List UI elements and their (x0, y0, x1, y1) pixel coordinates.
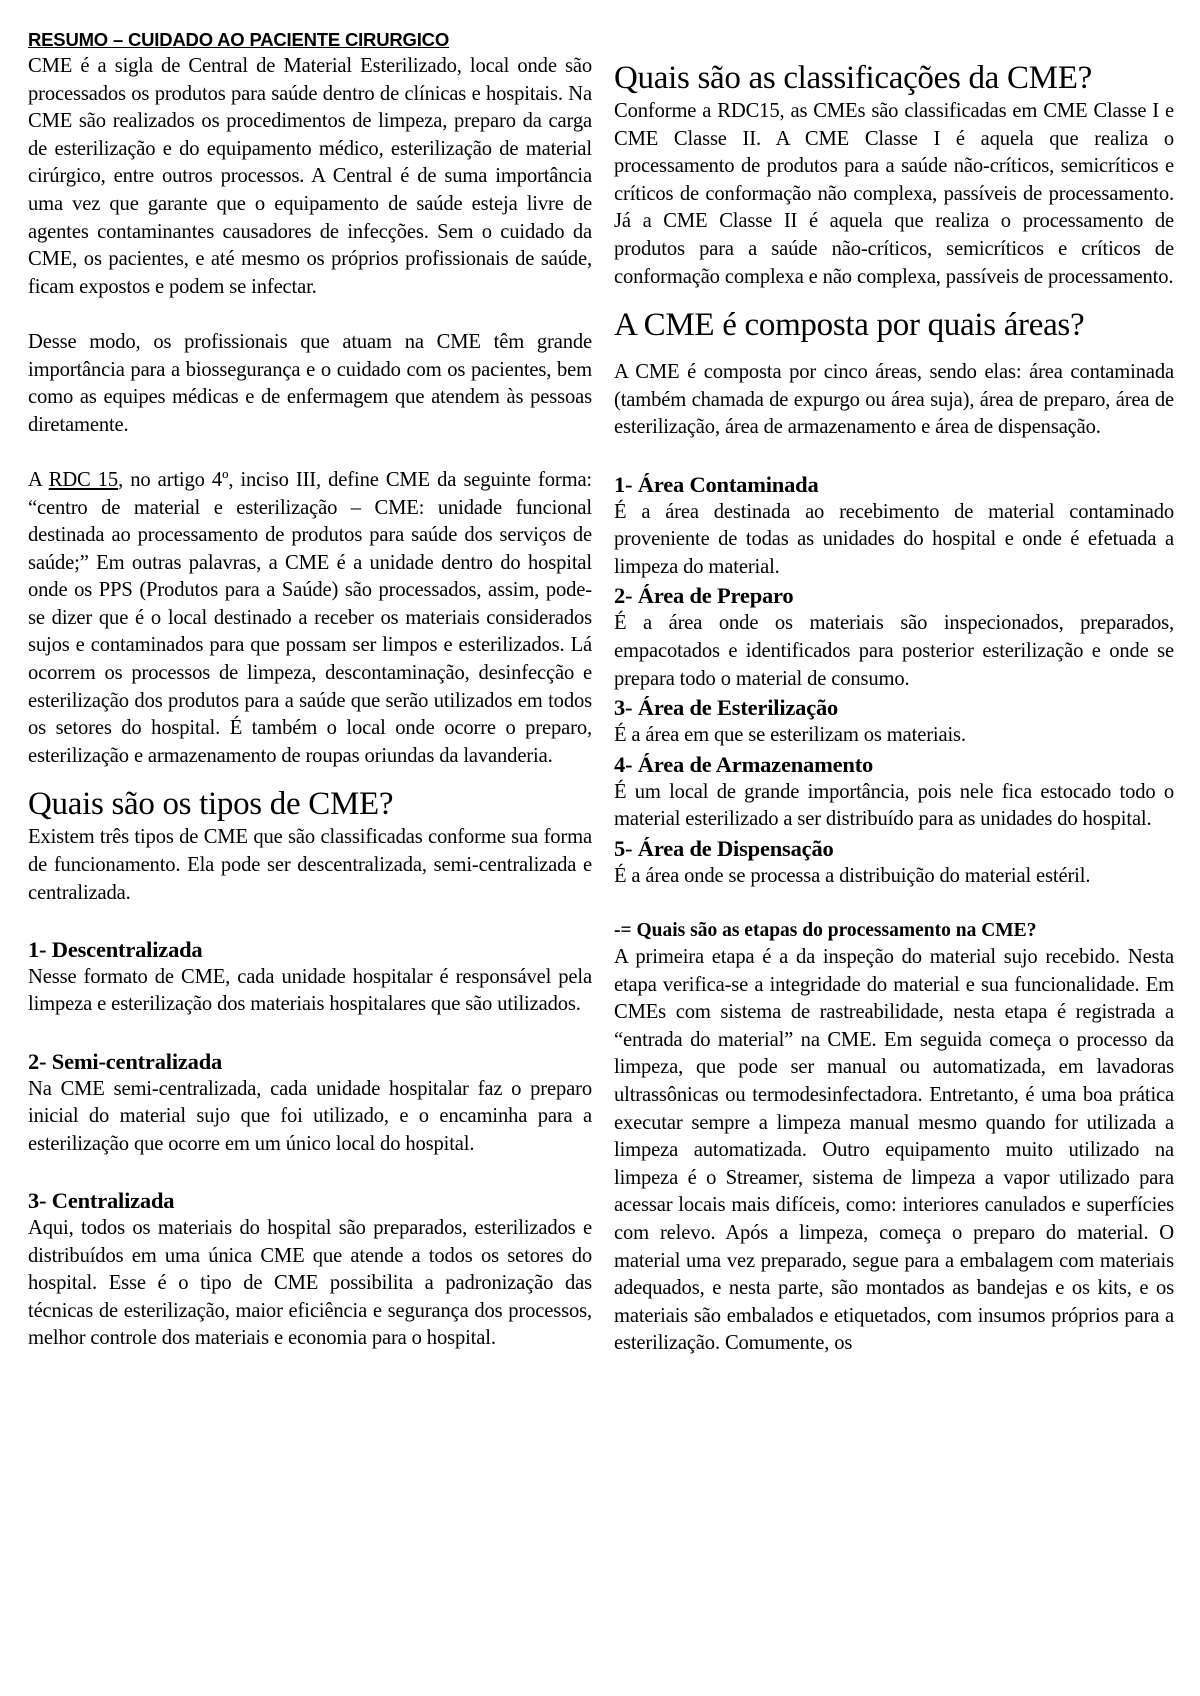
rdc15-prefix: A (28, 468, 49, 491)
left-column (28, 28, 592, 1353)
paragraph-area-armazenamento: É um local de grande importância, pois nele fica estocado todo o material esterilizado a ser distribuído para as unidades do hospital. (614, 780, 1174, 831)
paragraph-area-preparo: É a área onde os materiais são inspecionados, preparados, empacotados e identificados para posterior esterilização e onde se prepara todo o material de consumo. (614, 612, 1174, 690)
heading-area-preparo: 2- Área de Preparo (614, 583, 794, 609)
paragraph-area-dispensacao: É a área onde se processa a distribuição do material estéril. (614, 864, 1091, 887)
paragraph-area-esterilizacao: É a área em que se esterilizam os materiais. (614, 724, 966, 747)
paragraph-cme-intro: CME é a sigla de Central de Material Esterilizado, local onde são processados os produtos para saúde dentro de clínicas e hospitais. Na CME são realizados os procedimentos de limpeza, preparo da carga de esterilização e do equipamento médico, esterilização de material cirúrgico, entre outros processos. A Central é de suma importância uma vez que garante que o equipamento de saúde esteja livre de agentes contaminantes causadores de infecções. Sem o cuidado da CME, os pacientes, e até mesmo os próprios profissionais de saúde, ficam expostos e podem se infectar. (28, 55, 592, 298)
heading-centralizada: 3- Centralizada (28, 1187, 175, 1213)
heading-area-esterilizacao: 3- Área de Esterilização (614, 695, 839, 721)
paragraph-area-contaminada: É a área destinada ao recebimento de material contaminado proveniente de todas as unidades do hospital e onde é efetuada a limpeza do material. (614, 500, 1174, 578)
paragraph-areas: A CME é composta por cinco áreas, sendo elas: área contaminada (também chamada de expurgo ou área suja), área de preparo, área de esterilização, área de armazenamento e área de dispensação. (614, 361, 1174, 439)
heading-classificacoes: Quais são as classificações da CME? (614, 60, 1092, 96)
paragraph-descentralizada: Nesse formato de CME, cada unidade hospitalar é responsável pela limpeza e esterilização dos materiais hospitalares que são utilizados. (28, 965, 592, 1016)
heading-area-armazenamento: 4- Área de Armazenamento (614, 751, 874, 777)
paragraph-rdc15 (28, 467, 592, 771)
paragraph-tipos-cme: Existem três tipos de CME que são classificadas conforme sua forma de funcionamento. Ela pode ser descentralizada, semi-centralizada e centralizada. (28, 826, 592, 904)
rdc15-link[interactable]: RDC 15 (48, 468, 119, 491)
paragraph-etapas: A primeira etapa é a da inspeção do material sujo recebido. Nesta etapa verifica-se a integridade do material e sua funcionalidade. Em CMEs com sistema de rastreabilidade, nesta etapa é registrada a “entrada do material” na CME. Em seguida começa o processo da limpeza, que pode ser manual ou automatizada, em lavadoras ultrassônicas ou termodesinfectadora. Entretanto, é uma boa prática executar sempre a limpeza manual mesmo quando for utilizada a limpeza automatizada. Outro equipamento muito utilizado na limpeza é o Streamer, sistema de limpeza a vapor utilizado para acessar locais mais difíceis, como: interiores canulados e superfícies com relevo. Após a limpeza, começa o preparo do material. O material uma vez preparado, segue para a embalagem com materiais adequados, e nesta parte, são montados as bandejas e os kits, e os materiais são embalados e etiquetados, com insumos próprios para a esterilização. Comumente, os (614, 946, 1174, 1355)
heading-areas: A CME é composta por quais áreas? (614, 307, 1085, 344)
paragraph-classificacoes: Conforme a RDC15, as CMEs são classificadas em CME Classe I e CME Classe II. A CME Classe I é aquela que realiza o processamento de produtos para a saúde não-críticos, semicríticos e críticos de conformação não complexa, passíveis de processamento. Já a CME Classe II é aquela que realiza o processamento de produtos para a saúde não-críticos, semicríticos e críticos de conformação complexa e não complexa, passíveis de processamento. (614, 100, 1174, 288)
heading-etapas: -= Quais são as etapas do processamento na CME? (614, 920, 1037, 942)
paragraph-semi-centralizada: Na CME semi-centralizada, cada unidade hospitalar faz o preparo inicial do material sujo que foi utilizado, e o encaminha para a esterilização que ocorre em um único local do hospital. (28, 1077, 592, 1155)
heading-semi-centralizada: 2- Semi-centralizada (28, 1048, 223, 1074)
rdc15-text: , no artigo 4º, inciso III, define CME da seguinte forma: “centro de material e esterilização – CME: unidade funcional destinada ao processamento de produtos para saúde dos serviços de saúde;” Em outras palavras, a CME é a unidade dentro do hospital onde os PPS (Produtos para a Saúde) são processados, assim, pode-se dizer que é o local destinado a receber os materiais considerados sujos e contaminados para que possam ser limpos e esterilizados. Lá ocorrem os processos de limpeza, descontaminação, desinfecção e esterilização dos produtos para a saúde que serão utilizados em todos os setores do hospital. É também o local onde ocorre o preparo, esterilização e armazenamento de roupas oriundas da lavanderia. (28, 468, 593, 767)
document-title: RESUMO – CUIDADO AO PACIENTE CIRURGICO (28, 29, 450, 50)
heading-descentralizada: 1- Descentralizada (28, 936, 203, 962)
heading-area-contaminada: 1- Área Contaminada (614, 471, 819, 497)
heading-area-dispensacao: 5- Área de Dispensação (614, 835, 834, 861)
paragraph-profissionais: Desse modo, os profissionais que atuam na CME têm grande importância para a biossegurança e o cuidado com os pacientes, bem como as equipes médicas e de enfermagem que atendem às pessoas diretamente. (28, 330, 592, 436)
right-column (614, 58, 1174, 1358)
paragraph-centralizada: Aqui, todos os materiais do hospital são preparados, esterilizados e distribuídos em uma única CME que atende a todos os setores do hospital. Esse é o tipo de CME possibilita a padronização das técnicas de esterilização, maior eficiência e segurança dos processos, melhor controle dos materiais e economia para o hospital. (28, 1216, 592, 1350)
heading-tipos-cme: Quais são os tipos de CME? (28, 786, 394, 823)
